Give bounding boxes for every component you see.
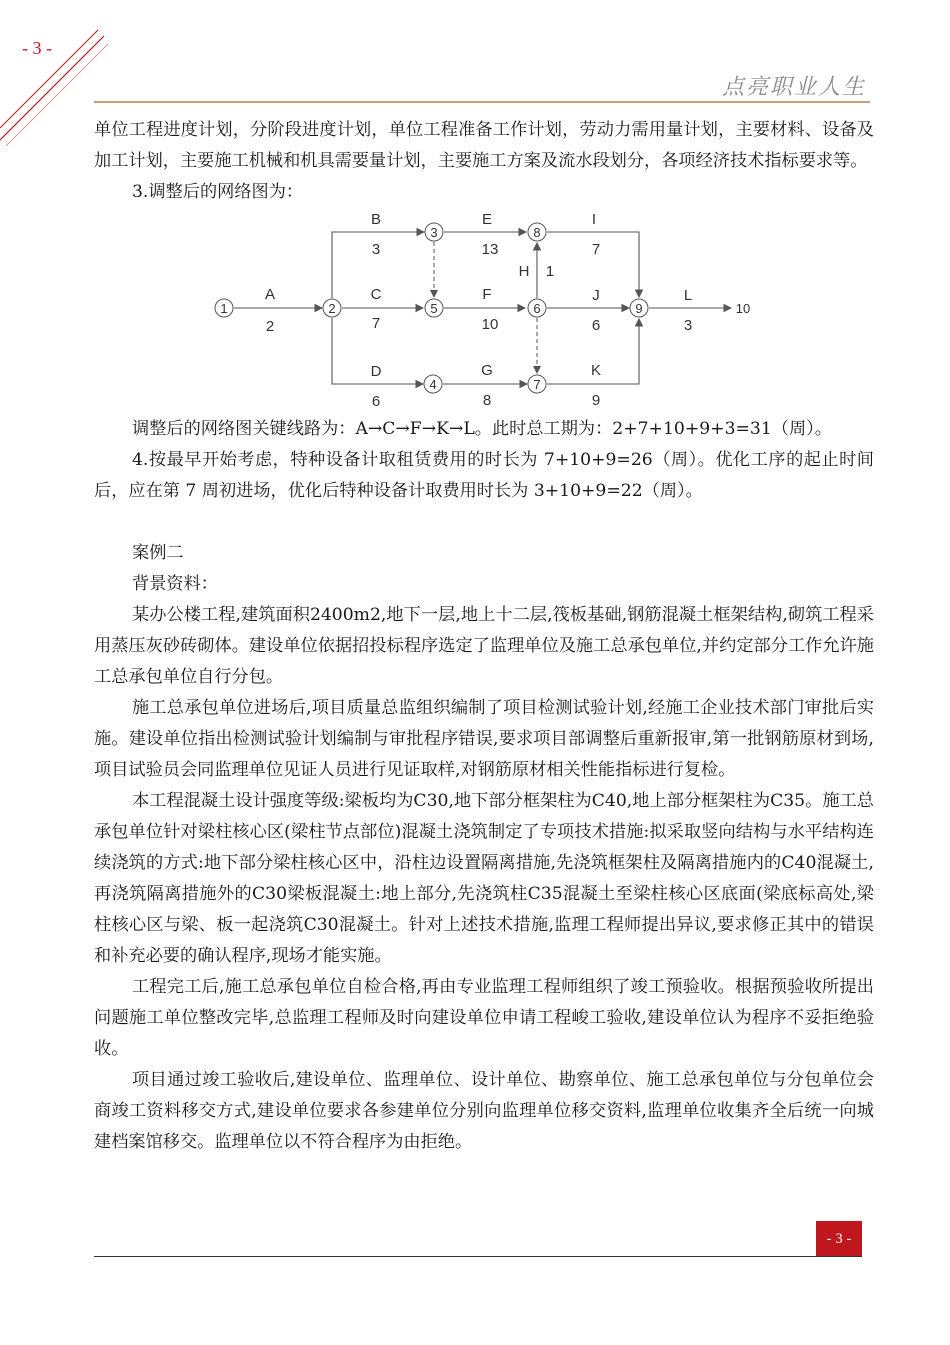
node-label-4: 4: [429, 377, 437, 392]
case-paragraph-5: 项目通过竣工验收后,建设单位、监理单位、设计单位、勘察单位、施工总承包单位与分包单位会商竣工资料移交方式,建设单位要求各参建单位分别向监理单位移交资料,监理单位收集齐全后统一向城建档案馆移交。监理单位以不符合程序为由拒绝。: [94, 1070, 874, 1152]
activity-name-J: J: [592, 287, 600, 304]
activity-dur-F: 10: [481, 316, 499, 333]
footer-rule: [94, 1256, 862, 1257]
node-label-2: 2: [328, 301, 336, 316]
brand-slogan: 点亮职业人生: [721, 75, 866, 100]
activity-dur-B: 3: [371, 241, 381, 258]
corner-page-number: - 3 -: [22, 38, 52, 58]
node-label-1: 1: [220, 301, 228, 316]
activity-name-L: L: [683, 287, 693, 304]
node-label-7: 7: [533, 377, 541, 392]
node-label-3: 3: [430, 225, 438, 240]
activity-name-F: F: [482, 286, 492, 303]
activity-name-C: C: [370, 286, 382, 303]
activity-name-K: K: [590, 362, 602, 379]
case-paragraph-1: 某办公楼工程,建筑面积2400m2,地下一层,地上十二层,筏板基础,钢筋混凝土框架结构,砌筑工程采用蒸压灰砂砖砌体。建设单位依据招投标程序选定了监理单位及施工总承包单位,并约定部分工作允许施工总承包单位自行分包。: [94, 605, 874, 687]
case-paragraph-4: 工程完工后,施工总承包单位自检合格,再由专业监理工程师组织了竣工预验收。根据预验收所提出问题施工单位整改完毕,总监理工程师及时向建设单位申请工程峻工验收,建设单位认为程序不妥拒绝验收。: [94, 977, 874, 1059]
header-rule: [94, 101, 870, 103]
paragraph-critical-path: 调整后的网络图关键线路为：A→C→F→K→L。此时总工期为：2+7+10+9+3=31（周）。: [132, 419, 832, 439]
footer-page-number: - 3 -: [816, 1221, 862, 1257]
activity-dur-I: 7: [591, 241, 601, 258]
page-content: [94, 115, 874, 1158]
activity-name-I: I: [591, 211, 597, 228]
background-title: 背景资料：: [132, 574, 218, 594]
paragraph-plan-list: 单位工程进度计划，分阶段进度计划，单位工程准备工作计划，劳动力需用量计划，主要材料、设备及加工计划，主要施工机械和机具需要量计划，主要施工方案及流水段划分，各项经济技术指标要求等。: [94, 120, 874, 171]
activity-dur-L: 3: [683, 317, 693, 334]
activity-name-E: E: [481, 211, 493, 228]
node-label-10: 10: [735, 301, 751, 316]
case-paragraph-3: 本工程混凝土设计强度等级:梁板均为C30,地下部分框架柱为C40,地上部分框架柱为C35。施工总承包单位针对梁柱核心区(梁柱节点部位)混凝土浇筑制定了专项技术措施:拟采取竖向结构与水平结构连续浇筑的方式:地下部分梁柱核心区中，沿柱边设置隔离措施,先浇筑框架柱及隔离措施内的C40混凝土,再浇筑隔离措施外的C30梁板混凝土:地上部分,先浇筑柱C35混凝土至梁柱核心区底面(梁底标高处,梁柱核心区与梁、板一起浇筑C30混凝土。针对上述技术措施,监理工程师提出异议,要求修正其中的错误和补充必要的确认程序,现场才能实施。: [94, 791, 874, 966]
activity-dur-H: 1: [545, 263, 555, 280]
activity-dur-J: 6: [591, 317, 601, 334]
activity-dur-D: 6: [371, 393, 381, 410]
activity-dur-A: 2: [265, 318, 275, 335]
node-label-5: 5: [430, 301, 438, 316]
activity-name-G: G: [481, 362, 493, 379]
node-label-8: 8: [533, 225, 541, 240]
node-label-9: 9: [635, 301, 643, 316]
network-diagram: [204, 210, 764, 410]
activity-name-A: A: [264, 286, 276, 303]
case-paragraph-2: 施工总承包单位进场后,项目质量总监组织编制了项目检测试验计划,经施工企业技术部门审批后实施。建设单位指出检测试验计划编制与审批程序错误,要求项目部调整后重新报审,第一批钢筋原材到场,项目试验员会同监理单位见证人员进行见证取样,对钢筋原材相关性能指标进行复检。: [94, 698, 874, 780]
activity-name-D: D: [370, 363, 382, 380]
activity-dur-G: 8: [482, 392, 492, 409]
activity-dur-E: 13: [481, 241, 499, 258]
paragraph-diagram-intro: 3.调整后的网络图为：: [132, 182, 304, 202]
case-title: 案例二: [132, 543, 184, 563]
activity-dur-K: 9: [591, 392, 601, 409]
activity-dur-C: 7: [371, 315, 381, 332]
activity-name-H: H: [518, 263, 530, 280]
activity-name-B: B: [370, 211, 382, 228]
node-label-6: 6: [533, 301, 541, 316]
paragraph-equipment-duration: 4.按最早开始考虑，特种设备计取租赁费用的时长为 7+10+9=26（周）。优化工序的起止时间后，应在第 7 周初进场，优化后特种设备计取费用时长为 3+10+9=22（周）。: [94, 450, 874, 501]
